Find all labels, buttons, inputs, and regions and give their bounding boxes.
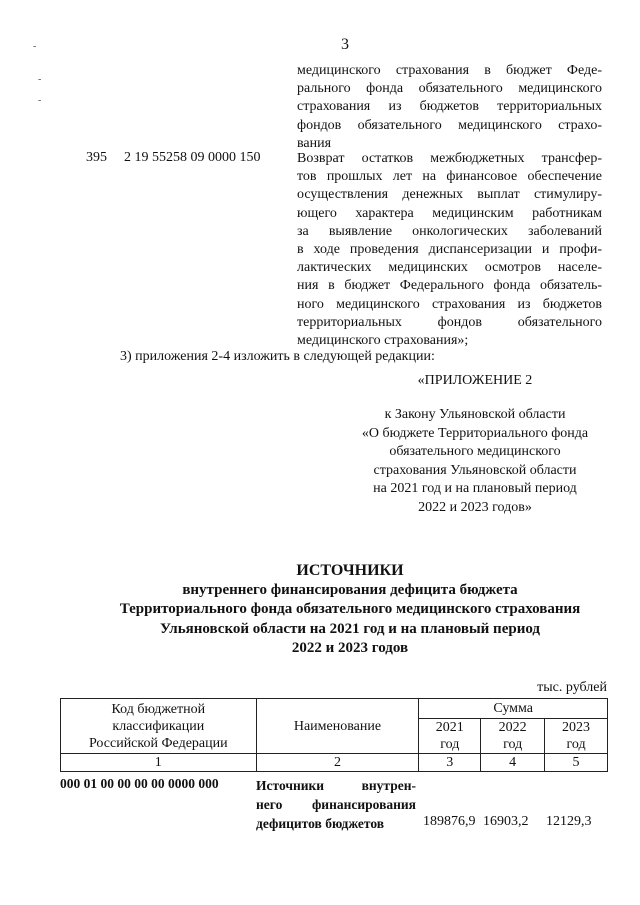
column-number: 1 bbox=[61, 754, 257, 772]
appendix-line: 2022 и 2023 годов» bbox=[418, 499, 532, 515]
row-code: 000 01 00 00 00 00 0000 000 bbox=[60, 776, 219, 791]
appendix-line: обязательного медицинского bbox=[389, 444, 561, 459]
title-line: внутреннего финансирования дефицита бюджета bbox=[182, 581, 518, 598]
header-code-line: классификации bbox=[112, 718, 205, 734]
header-year-unit: год bbox=[566, 737, 586, 752]
text-line: медицинского страхования в бюджет Феде- bbox=[297, 63, 602, 78]
text-line: ющего характера медицинским работникам bbox=[297, 205, 602, 221]
appendix-line: к Закону Ульяновской области bbox=[384, 407, 566, 422]
row-sum-2022: 16903,2 bbox=[483, 814, 529, 829]
amendment-item-3: 3) приложения 2-4 изложить в следующей редакции: bbox=[120, 349, 435, 364]
header-year: 2023 bbox=[562, 720, 591, 735]
appendix-line: на 2021 год и на плановый период bbox=[373, 481, 577, 496]
row-sum-2023: 12129,3 bbox=[546, 814, 592, 829]
header-name-cell: Наименование bbox=[256, 699, 419, 754]
text-line: ния в бюджет Федерального фонда обязатель- bbox=[297, 278, 602, 294]
table-units: тыс. рублей bbox=[537, 680, 607, 695]
title-line: Территориального фонда обязательного медицинского страхования bbox=[119, 601, 581, 617]
admin-code: 395 bbox=[86, 150, 107, 165]
header-sum-cell: Сумма bbox=[419, 699, 608, 719]
header-year-cell bbox=[419, 719, 481, 754]
appendix-line: страхования Ульяновской области bbox=[373, 462, 577, 478]
column-number: 5 bbox=[545, 754, 608, 772]
entry-description bbox=[297, 150, 602, 350]
continuation-paragraph bbox=[297, 62, 602, 153]
text-line: тов прошлых лет на финансовое обеспечение bbox=[297, 169, 602, 185]
row-name-line: Источники внутрен- bbox=[256, 778, 416, 793]
header-code-line: Код бюджетной bbox=[111, 701, 206, 717]
budget-classification-code: 2 19 55258 09 0000 150 bbox=[124, 150, 261, 165]
text-line: рального фонда обязательного медицинского bbox=[297, 81, 602, 97]
document-title bbox=[60, 561, 640, 659]
header-code-line: Российской Федерации bbox=[88, 735, 228, 751]
title-main: ИСТОЧНИКИ bbox=[296, 562, 404, 579]
text-line: осуществления денежных выплат стимулиру- bbox=[297, 187, 602, 203]
header-year: 2021 bbox=[435, 720, 464, 735]
text-line: медицинского страхования»; bbox=[297, 333, 469, 349]
text-line: страхования из бюджетов территориальных bbox=[297, 99, 602, 115]
appendix-line: «О бюджете Территориального фонда bbox=[361, 425, 589, 441]
page-number: 3 bbox=[341, 36, 349, 53]
title-line: Ульяновской области на 2021 год и на плановый период bbox=[159, 620, 541, 637]
sources-table-header bbox=[60, 698, 608, 772]
column-number: 4 bbox=[481, 754, 545, 772]
row-sum-2021: 189876,9 bbox=[423, 814, 476, 829]
margin-mark: - bbox=[38, 74, 42, 85]
text-line: территориальных фондов обязательного bbox=[297, 314, 602, 330]
header-year-cell bbox=[545, 719, 608, 754]
column-number: 2 bbox=[256, 754, 419, 772]
row-name-line: дефицитов бюджетов bbox=[256, 816, 385, 831]
text-line: Возврат остатков межбюджетных трансфер- bbox=[297, 151, 602, 166]
text-line: за выявление онкологических заболеваний bbox=[297, 223, 602, 239]
header-year: 2022 bbox=[498, 720, 527, 735]
header-code-cell bbox=[61, 699, 257, 754]
margin-mark: - bbox=[33, 41, 37, 52]
appendix-reference bbox=[340, 406, 610, 517]
text-line: вания bbox=[297, 135, 332, 151]
text-line: в ходе проведения диспансеризации и профи- bbox=[297, 242, 602, 258]
header-year-unit: год bbox=[440, 737, 460, 752]
text-line: ного медицинского страхования из бюджетов bbox=[297, 296, 602, 312]
text-line: фондов обязательного медицинского страхо- bbox=[297, 117, 602, 133]
text-line: лактических медицинских осмотров населе- bbox=[297, 260, 602, 276]
row-name bbox=[256, 776, 416, 833]
row-name-line: него финансирования bbox=[256, 797, 416, 812]
header-year-cell bbox=[481, 719, 545, 754]
margin-mark: - bbox=[38, 95, 42, 106]
appendix-title: «ПРИЛОЖЕНИЕ 2 bbox=[417, 373, 533, 388]
title-line: 2022 и 2023 годов bbox=[291, 640, 409, 656]
header-year-unit: год bbox=[503, 737, 523, 752]
column-number: 3 bbox=[419, 754, 481, 772]
